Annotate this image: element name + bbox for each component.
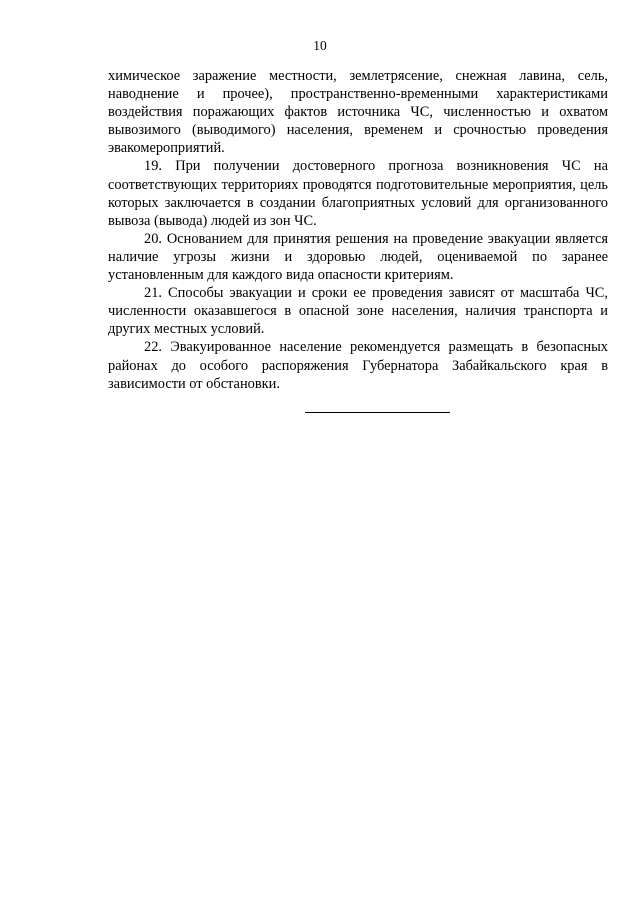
paragraph-20: 20. Основанием для принятия решения на проведение эвакуации является наличие угрозы жизни и здоровью людей, оцениваемой по заранее установленным для каждого вида опасности критериям.	[108, 230, 608, 284]
document-body	[108, 67, 608, 393]
paragraph-22: 22. Эвакуированное население рекомендуется размещать в безопасных районах до особого распоряжения Губернатора Забайкальского края в зависимости от обстановки.	[108, 339, 608, 392]
end-of-document-rule	[305, 412, 450, 413]
page-number: 10	[313, 38, 327, 53]
paragraph-19: 19. При получении достоверного прогноза возникновения ЧС на соответствующих территориях проводятся подготовительные мероприятия, цель которых заключается в создании благоприятных условий для организованного вывоза (вывода) людей из зон ЧС.	[108, 158, 608, 229]
paragraph-21: 21. Способы эвакуации и сроки ее проведения зависят от масштаба ЧС, численности оказавшегося в опасной зоне населения, наличия транспорта и других местных условий.	[108, 285, 608, 338]
paragraph-continuation: химическое заражение местности, землетрясение, снежная лавина, сель, наводнение и прочее), пространственно-временными характеристиками воздействия поражающих фактов источника ЧС, численностью и охватом вывозимого (выводимого) населения, временем и срочностью проведения эвакомероприятий.	[108, 68, 608, 157]
